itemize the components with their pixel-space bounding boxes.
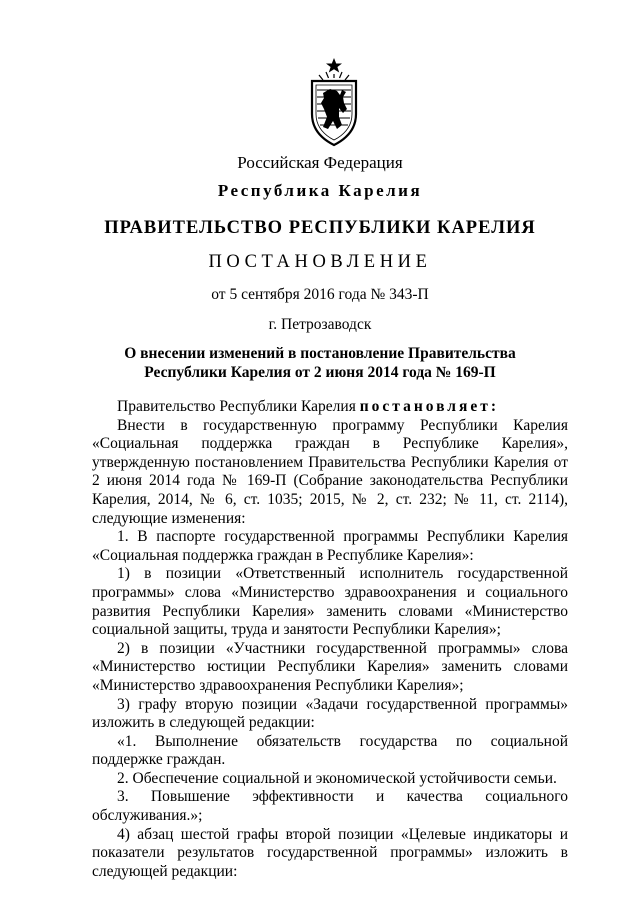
- paragraph-item-1: 1. В паспорте государственной программы Республики Карелия «Социальная поддержка граждан в Республике Карелия»:: [92, 528, 568, 564]
- intro-text: Правительство Республики Карелия: [117, 398, 360, 415]
- subject-line-1: О внесении изменений в постановление Правительства: [124, 345, 516, 362]
- intro-paragraph: [92, 398, 568, 417]
- coat-of-arms-icon: [309, 57, 359, 147]
- paragraph-subitem-1: 1) в позиции «Ответственный исполнитель государственной программы» слова «Министерство здравоохранения и социального развития Республики Карелия» заменить словами «Министерство социальной защиты, труда и занятости Республики Карелия»;: [92, 565, 568, 639]
- republic-name: Республика Карелия: [217, 181, 423, 200]
- paragraph-task-1: «1. Выполнение обязательств государства по социальной поддержке граждан.: [92, 732, 568, 769]
- paragraph-subitem-3: 3) графу вторую позиции «Задачи государственной программы» изложить в следующей редакции:: [92, 695, 568, 732]
- paragraph-subitem-2: 2) в позиции «Участники государственной программы» слова «Министерство юстиции Республики Карелия» заменить словами «Министерство здравоохранения Республики Карелия»;: [92, 639, 568, 694]
- paragraph-subitem-4: 4) абзац шестой графы второй позиции «Целевые индикаторы и показатели результатов государственной программы» изложить в следующей редакции:: [92, 825, 568, 880]
- paragraph-amend: Внести в государственную программу Республики Карелия «Социальная поддержка граждан в Республике Карелия», утвержденную постановлением Правительства Республики Карелия от 2 июня 2014 года № 169-П (Собрание законодательства Республики Карелия, 2014, № 6, ст. 1035; 2015, № 2, ст. 232; № 11, ст. 2114), следующие изменения:: [92, 416, 568, 527]
- paragraph-task-2: 2. Обеспечение социальной и экономической устойчивости семьи.: [117, 769, 557, 787]
- document-subject: [0, 344, 640, 382]
- resolves-keyword: постановляет:: [359, 398, 500, 415]
- document-body: [92, 398, 568, 881]
- government-title: ПРАВИТЕЛЬСТВО РЕСПУБЛИКИ КАРЕЛИЯ: [104, 218, 536, 238]
- subject-line-2: Республики Карелия от 2 июня 2014 года № 169-П: [144, 364, 496, 381]
- country-name: Российская Федерация: [237, 153, 403, 172]
- document-city: г. Петрозаводск: [268, 316, 372, 333]
- paragraph-task-3: 3. Повышение эффективности и качества социального обслуживания.»;: [92, 788, 568, 825]
- document-type: ПОСТАНОВЛЕНИЕ: [208, 252, 432, 272]
- document-date-number: от 5 сентября 2016 года № 343-П: [211, 286, 429, 303]
